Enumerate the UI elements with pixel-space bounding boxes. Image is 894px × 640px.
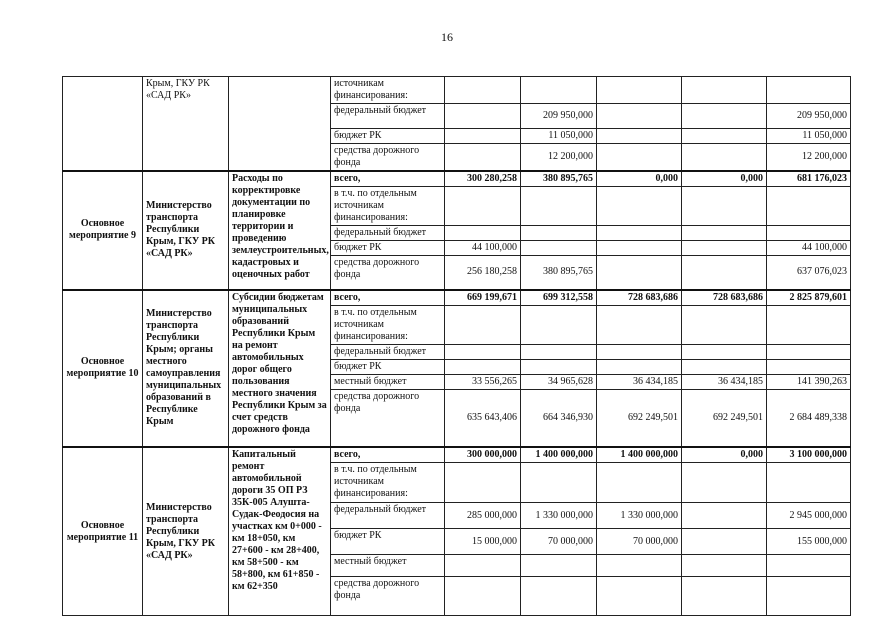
- funding-source-cell: в т.ч. по отдельным источникам финансирования:: [331, 187, 445, 226]
- amount-cell: [445, 463, 521, 503]
- amount-cell: [767, 187, 851, 226]
- executor-cell: Министерство транспорта Республики Крым, ГКУ РК «САД РК»: [143, 171, 229, 290]
- amount-cell: [767, 463, 851, 503]
- amount-cell: [767, 555, 851, 577]
- funding-source-cell: средства дорожного фонда: [331, 144, 445, 172]
- amount-cell: [597, 359, 682, 374]
- amount-cell: 70 000,000: [521, 529, 597, 555]
- amount-cell: [682, 577, 767, 616]
- amount-cell: 699 312,558: [521, 290, 597, 306]
- amount-cell: 1 330 000,000: [521, 503, 597, 529]
- description-cell: Субсидии бюджетам муниципальных образований Республики Крым на ремонт автомобильных дорог общего пользования местного значения Республики Крым за счет средств дорожного фонда: [229, 290, 331, 448]
- funding-source-cell: федеральный бюджет: [331, 104, 445, 129]
- funding-source-cell: бюджет РК: [331, 359, 445, 374]
- amount-cell: [597, 129, 682, 144]
- amount-cell: [445, 104, 521, 129]
- amount-cell: [521, 77, 597, 104]
- amount-cell: 728 683,686: [597, 290, 682, 306]
- amount-cell: [597, 577, 682, 616]
- funding-source-cell: средства дорожного фонда: [331, 577, 445, 616]
- executor-cell: Министерство транспорта Республики Крым; органы местного самоуправления муниципальных образований в Республике Крым: [143, 290, 229, 448]
- funding-source-cell: в т.ч. по отдельным источникам финансирования:: [331, 463, 445, 503]
- funding-source-cell: бюджет РК: [331, 129, 445, 144]
- amount-cell: [682, 305, 767, 344]
- amount-cell: 209 950,000: [767, 104, 851, 129]
- amount-cell: [445, 226, 521, 241]
- amount-cell: [521, 555, 597, 577]
- amount-cell: 637 076,023: [767, 256, 851, 290]
- amount-cell: 36 434,185: [597, 374, 682, 389]
- amount-cell: 209 950,000: [521, 104, 597, 129]
- amount-cell: [521, 187, 597, 226]
- amount-cell: [682, 241, 767, 256]
- amount-cell: 285 000,000: [445, 503, 521, 529]
- amount-cell: 380 895,765: [521, 171, 597, 187]
- amount-cell: 380 895,765: [521, 256, 597, 290]
- amount-cell: 12 200,000: [521, 144, 597, 172]
- description-cell: [229, 77, 331, 172]
- amount-cell: 728 683,686: [682, 290, 767, 306]
- amount-cell: [682, 344, 767, 359]
- amount-cell: [682, 104, 767, 129]
- amount-cell: 664 346,930: [521, 389, 597, 447]
- amount-cell: 692 249,501: [682, 389, 767, 447]
- amount-cell: [597, 305, 682, 344]
- funding-source-cell: средства дорожного фонда: [331, 389, 445, 447]
- amount-cell: [521, 305, 597, 344]
- amount-cell: [682, 555, 767, 577]
- table-row: [63, 171, 851, 187]
- executor-cell: Министерство транспорта Республики Крым, ГКУ РК «САД РК»: [143, 447, 229, 616]
- amount-cell: 11 050,000: [521, 129, 597, 144]
- amount-cell: [445, 344, 521, 359]
- amount-cell: [445, 144, 521, 172]
- amount-cell: 635 643,406: [445, 389, 521, 447]
- amount-cell: 2 825 879,601: [767, 290, 851, 306]
- amount-cell: [521, 241, 597, 256]
- amount-cell: [682, 529, 767, 555]
- amount-cell: [597, 187, 682, 226]
- amount-cell: 256 180,258: [445, 256, 521, 290]
- amount-cell: 0,000: [682, 171, 767, 187]
- amount-cell: [597, 241, 682, 256]
- measure-name-cell: Основное мероприятие 9: [63, 171, 143, 290]
- amount-cell: 2 945 000,000: [767, 503, 851, 529]
- amount-cell: [521, 226, 597, 241]
- amount-cell: 1 400 000,000: [521, 447, 597, 463]
- table-row: [63, 290, 851, 306]
- funding-source-cell: в т.ч. по отдельным источникам финансирования:: [331, 305, 445, 344]
- amount-cell: [767, 305, 851, 344]
- amount-cell: [767, 226, 851, 241]
- amount-cell: [682, 187, 767, 226]
- amount-cell: 692 249,501: [597, 389, 682, 447]
- amount-cell: 0,000: [682, 447, 767, 463]
- amount-cell: [682, 144, 767, 172]
- measure-name-cell: [63, 77, 143, 172]
- amount-cell: [597, 344, 682, 359]
- amount-cell: [682, 503, 767, 529]
- measure-name-cell: Основное мероприятие 11: [63, 447, 143, 616]
- amount-cell: 12 200,000: [767, 144, 851, 172]
- amount-cell: [767, 359, 851, 374]
- measure-name-cell: Основное мероприятие 10: [63, 290, 143, 448]
- amount-cell: [767, 577, 851, 616]
- amount-cell: [597, 463, 682, 503]
- amount-cell: [445, 305, 521, 344]
- funding-source-cell: источникам финансирования:: [331, 77, 445, 104]
- funding-source-cell: федеральный бюджет: [331, 226, 445, 241]
- amount-cell: [597, 77, 682, 104]
- funding-table: [62, 76, 851, 616]
- amount-cell: 70 000,000: [597, 529, 682, 555]
- amount-cell: [682, 463, 767, 503]
- amount-cell: [597, 555, 682, 577]
- amount-cell: [767, 344, 851, 359]
- amount-cell: 36 434,185: [682, 374, 767, 389]
- amount-cell: 669 199,671: [445, 290, 521, 306]
- amount-cell: 34 965,628: [521, 374, 597, 389]
- executor-cell: Крым, ГКУ РК «САД РК»: [143, 77, 229, 172]
- funding-source-cell: местный бюджет: [331, 374, 445, 389]
- page-number: 16: [441, 30, 453, 44]
- amount-cell: [445, 359, 521, 374]
- table-row: [63, 77, 851, 104]
- amount-cell: [682, 256, 767, 290]
- funding-source-cell: всего,: [331, 447, 445, 463]
- amount-cell: 3 100 000,000: [767, 447, 851, 463]
- amount-cell: [521, 463, 597, 503]
- amount-cell: [682, 359, 767, 374]
- amount-cell: [521, 359, 597, 374]
- funding-source-cell: федеральный бюджет: [331, 344, 445, 359]
- amount-cell: [445, 577, 521, 616]
- amount-cell: [445, 129, 521, 144]
- amount-cell: 300 280,258: [445, 171, 521, 187]
- amount-cell: [445, 77, 521, 104]
- amount-cell: [521, 577, 597, 616]
- amount-cell: [445, 555, 521, 577]
- amount-cell: 44 100,000: [767, 241, 851, 256]
- amount-cell: [597, 226, 682, 241]
- amount-cell: [445, 187, 521, 226]
- funding-source-cell: бюджет РК: [331, 241, 445, 256]
- amount-cell: 33 556,265: [445, 374, 521, 389]
- amount-cell: [521, 344, 597, 359]
- funding-source-cell: всего,: [331, 290, 445, 306]
- funding-source-cell: средства дорожного фонда: [331, 256, 445, 290]
- amount-cell: [682, 226, 767, 241]
- funding-source-cell: бюджет РК: [331, 529, 445, 555]
- table-row: [63, 447, 851, 463]
- amount-cell: 44 100,000: [445, 241, 521, 256]
- amount-cell: [597, 256, 682, 290]
- amount-cell: [597, 104, 682, 129]
- amount-cell: [597, 144, 682, 172]
- amount-cell: [682, 129, 767, 144]
- amount-cell: 300 000,000: [445, 447, 521, 463]
- amount-cell: 141 390,263: [767, 374, 851, 389]
- amount-cell: 155 000,000: [767, 529, 851, 555]
- funding-source-cell: федеральный бюджет: [331, 503, 445, 529]
- amount-cell: 681 176,023: [767, 171, 851, 187]
- amount-cell: [767, 77, 851, 104]
- amount-cell: 11 050,000: [767, 129, 851, 144]
- amount-cell: 1 330 000,000: [597, 503, 682, 529]
- amount-cell: 1 400 000,000: [597, 447, 682, 463]
- amount-cell: 0,000: [597, 171, 682, 187]
- funding-source-cell: всего,: [331, 171, 445, 187]
- description-cell: Капитальный ремонт автомобильной дороги 35 ОП РЗ 35К-005 Алушта-Судак-Феодосия на участках км 0+000 - км 18+050, км 27+600 - км 28+400, км 58+500 - км 58+800, км 61+850 - км 62+350: [229, 447, 331, 616]
- description-cell: Расходы по корректировке документации по планировке территории и проведению землеустроительных, кадастровых и оценочных работ: [229, 171, 331, 290]
- amount-cell: 2 684 489,338: [767, 389, 851, 447]
- funding-source-cell: местный бюджет: [331, 555, 445, 577]
- amount-cell: 15 000,000: [445, 529, 521, 555]
- amount-cell: [682, 77, 767, 104]
